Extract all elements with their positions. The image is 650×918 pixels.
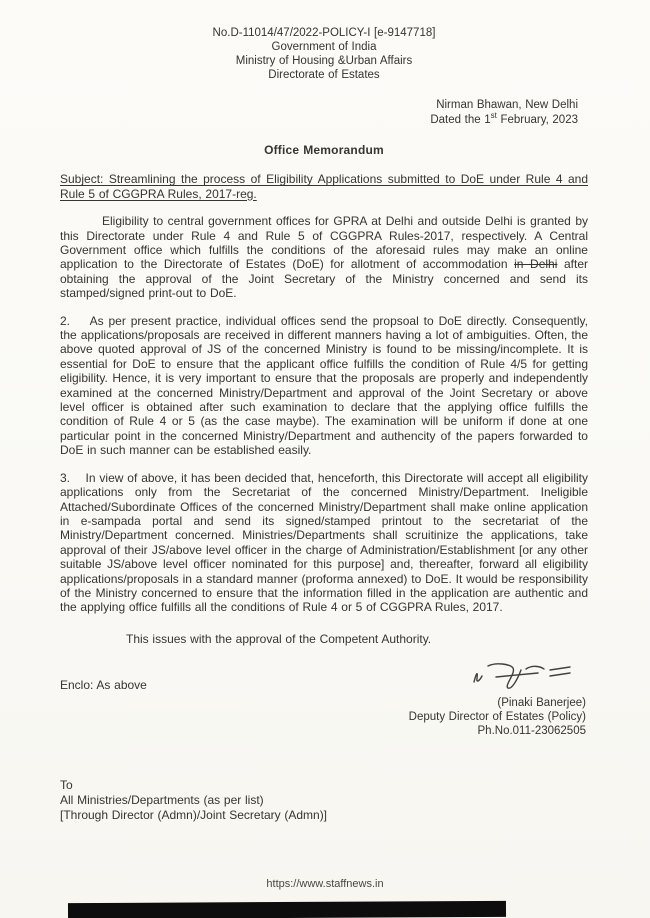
date-prefix: Dated the 1 [430, 113, 491, 126]
signature-scribble-icon [466, 660, 586, 694]
date-line [60, 110, 578, 128]
signatory-block [409, 660, 588, 738]
date-ordinal: st [490, 110, 497, 120]
address-block [60, 778, 588, 823]
address-to: To [60, 778, 73, 793]
paragraph-1 [60, 214, 588, 300]
date-suffix: February, 2023 [496, 113, 578, 126]
paragraph-2: 2. As per present practice, individual offices send the propsoal to DoE directly. Consequently, the applications/proposals are received in different manners having a lot of ambiguities. Often, the above quoted approval of JS of the concerned Ministry is found to be missing/incomplete. It is essential for DoE to ensure that the applicant office fulfills the condition of Rule 4/5 for getting eligibility. Hence, it is very important to ensure that the proposals are properly and independently examined at the concerned Ministry/Department and approval of the Joint Secretary or above level officer is obtained after such examination to declare that the applying office fulfills the condition of Rule 4 or 5 (as the case maybe). The examination will be uniform if done at one particular point in the concerned Ministry/Department and authencity of the papers forwarded to DoE in such manner can be established easily. [60, 313, 588, 458]
place-date-block [60, 98, 588, 127]
paragraph-1-text-b: after obtaining the approval of the Joint Secretary of the Ministry concerned and send its stamped/signed print-out to DoE. [60, 257, 589, 301]
address-through: [Through Director (Admn)/Joint Secretary (Admn)] [60, 808, 328, 823]
signatory-name: (Pinaki Banerjee) [497, 697, 586, 710]
subject-block [60, 172, 588, 201]
struck-out-text: in Delhi [514, 257, 558, 272]
source-url: https://www.staffnews.in [266, 878, 384, 890]
org-directorate: Directorate of Estates [268, 69, 380, 81]
approval-line: This issues with the approval of the Competent Authority. [126, 631, 432, 646]
letterhead [60, 26, 588, 82]
org-country: Government of India [271, 41, 377, 53]
paragraph-1-text-a: Eligibility to central government offices for GPRA at Delhi and outside Delhi is granted by this Directorate under Rule 4 and Rule 5 of CGGPRA Rules-2017, respectively. A Central Government office which fulfills the conditions of the aforesaid rules may make an online application to the Directorate of Estates (DoE) for allotment of accommodation [60, 214, 588, 272]
signature-row [60, 660, 588, 738]
signatory-phone: Ph.No.011-23062505 [477, 725, 586, 738]
memo-title: Office Memorandum [264, 143, 384, 157]
place-line: Nirman Bhawan, New Delhi [436, 99, 578, 111]
paragraph-3: 3. In view of above, it has been decided that, henceforth, this Directorate will accept all eligibility applications only from the Secretariat of the concerned Ministry/Department. Ineligible Attached/Subordinate Offices of the concerned Ministry/Department shall make online application in e-sampada portal and send its signed/stamped printout to the secretariat of the Ministry/Department concerned. Ministries/Departments shall scruitinize the applications, take approval of their JS/above level officer in the charge of Administration/Establishment [or any other suitable JS/above level officer nominated for this purpose] and, thereafter, forward all eligibility applications/proposals in a standard manner (proforma annexed) to DoE. It would be responsibility of the Ministry concerned to ensure that the information filled in the application are authentic and the applying office fulfills all the conditions of Rule 4 or 5 of CGGPRA Rules, 2017. [60, 470, 588, 615]
scan-artifact-bar [68, 901, 506, 918]
ref-number: No.D-11014/47/2022-POLICY-I [e-9147718] [212, 27, 436, 39]
org-ministry: Ministry of Housing &Urban Affairs [235, 55, 413, 67]
subject-text: Subject: Streamlining the process of Eligibility Applications submitted to DoE under Rule 4 and Rule 5 of CGGPRA Rules, 2017-reg. [60, 172, 588, 201]
address-recipients: All Ministries/Departments (as per list) [60, 793, 264, 808]
signatory-designation: Deputy Director of Estates (Policy) [408, 711, 586, 724]
enclosure-note: Enclo: As above [60, 678, 147, 693]
